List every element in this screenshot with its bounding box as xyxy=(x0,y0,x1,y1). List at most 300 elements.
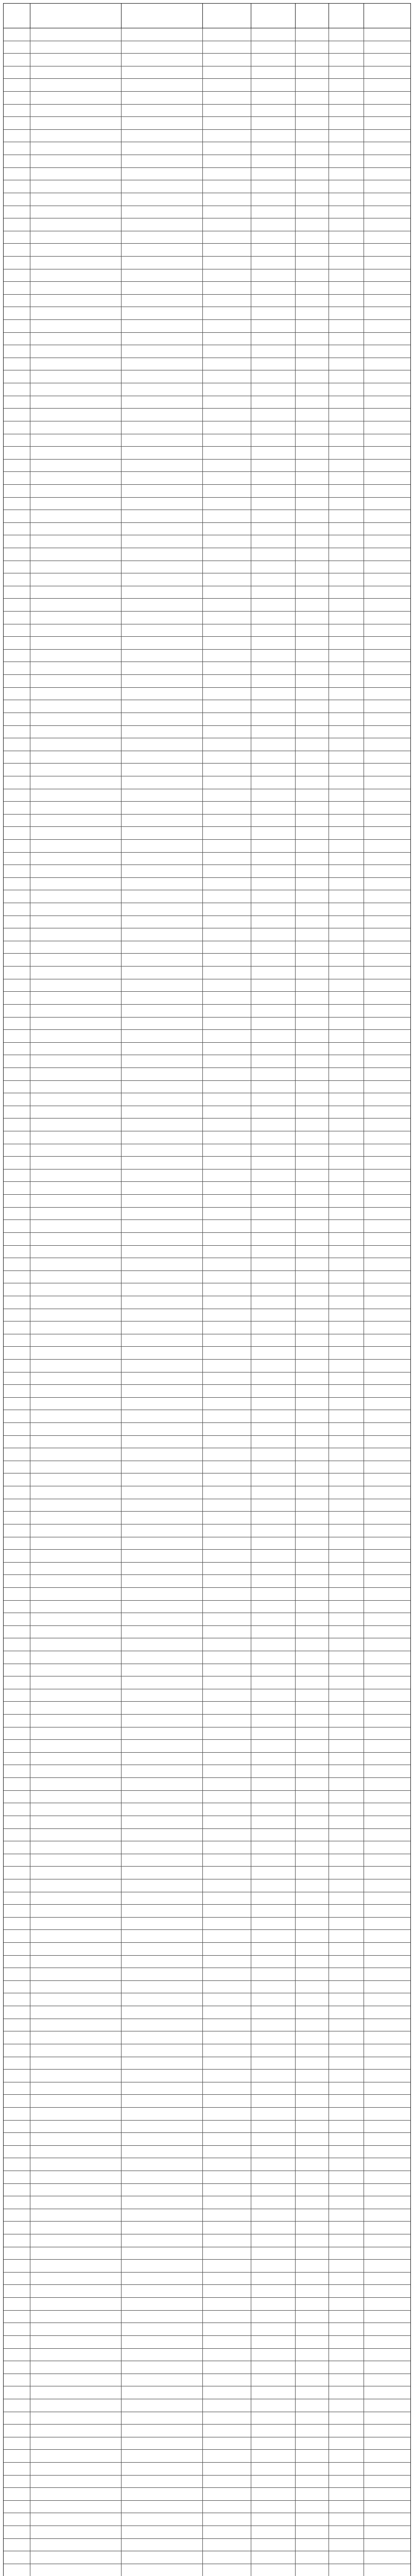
table-row xyxy=(4,2450,410,2463)
table-cell xyxy=(30,66,122,79)
table-cell xyxy=(4,180,30,193)
table-cell xyxy=(251,485,296,497)
table-cell xyxy=(4,1131,30,1144)
table-cell xyxy=(364,1905,410,1917)
table-cell xyxy=(329,1740,364,1752)
table-cell xyxy=(4,510,30,522)
table-cell xyxy=(122,573,203,586)
table-cell xyxy=(4,1461,30,1473)
table-row xyxy=(4,916,410,929)
table-cell xyxy=(251,1195,296,1207)
table-cell xyxy=(30,307,122,319)
table-cell xyxy=(122,447,203,459)
table-row xyxy=(4,485,410,498)
table-cell xyxy=(296,890,330,903)
table-cell xyxy=(296,916,330,928)
table-cell xyxy=(364,2234,410,2247)
table-cell xyxy=(329,1093,364,1106)
table-cell xyxy=(122,1918,203,1930)
table-row xyxy=(4,1372,410,1385)
table-cell xyxy=(4,460,30,472)
table-cell xyxy=(251,460,296,472)
table-cell xyxy=(251,2031,296,2044)
table-cell xyxy=(296,2070,330,2082)
table-cell xyxy=(364,358,410,370)
table-cell xyxy=(364,1131,410,1144)
table-cell xyxy=(203,2551,251,2564)
table-cell xyxy=(4,815,30,827)
table-cell xyxy=(296,1296,330,1309)
table-cell xyxy=(4,193,30,206)
table-row xyxy=(4,2260,410,2273)
table-cell xyxy=(296,726,330,738)
table-cell xyxy=(364,447,410,459)
table-cell xyxy=(30,1208,122,1220)
table-cell xyxy=(122,751,203,764)
table-cell xyxy=(30,54,122,66)
table-cell xyxy=(251,1803,296,1816)
table-cell xyxy=(251,751,296,764)
table-cell xyxy=(329,1005,364,1017)
table-cell xyxy=(296,2273,330,2285)
table-cell xyxy=(122,1423,203,1435)
table-cell xyxy=(296,1905,330,1917)
table-cell xyxy=(4,2082,30,2095)
table-cell xyxy=(4,1055,30,1067)
table-cell xyxy=(122,370,203,383)
table-cell xyxy=(329,1664,364,1676)
table-cell xyxy=(329,1283,364,1296)
table-cell xyxy=(30,460,122,472)
table-cell xyxy=(30,1879,122,1892)
table-cell xyxy=(296,776,330,789)
table-cell xyxy=(4,2386,30,2399)
table-cell xyxy=(122,713,203,725)
table-cell xyxy=(203,2095,251,2107)
table-cell xyxy=(30,2095,122,2107)
table-cell xyxy=(296,853,330,865)
table-cell xyxy=(251,650,296,662)
table-row xyxy=(4,2044,410,2057)
table-cell xyxy=(329,409,364,421)
table-cell xyxy=(251,726,296,738)
table-cell xyxy=(296,2057,330,2070)
table-cell xyxy=(364,2551,410,2564)
table-cell xyxy=(364,1854,410,1867)
table-cell xyxy=(203,1106,251,1118)
table-cell xyxy=(203,2019,251,2031)
table-cell xyxy=(296,2044,330,2057)
table-cell xyxy=(203,2374,251,2386)
table-cell xyxy=(122,612,203,624)
table-cell xyxy=(122,802,203,814)
table-row xyxy=(4,1981,410,1994)
table-cell xyxy=(122,2349,203,2361)
table-cell xyxy=(203,320,251,332)
table-cell xyxy=(364,434,410,447)
table-cell xyxy=(122,1043,203,1055)
table-cell xyxy=(30,2222,122,2234)
table-cell xyxy=(122,954,203,966)
table-cell xyxy=(122,878,203,890)
table-cell xyxy=(203,1398,251,1410)
table-cell xyxy=(4,1601,30,1613)
table-cell xyxy=(251,142,296,155)
table-cell xyxy=(296,2463,330,2475)
table-cell xyxy=(251,2564,296,2576)
table-cell xyxy=(251,2412,296,2425)
table-cell xyxy=(4,295,30,307)
table-cell xyxy=(364,1093,410,1106)
table-cell xyxy=(122,1867,203,1879)
table-cell xyxy=(203,1664,251,1676)
table-row xyxy=(4,1727,410,1740)
table-cell xyxy=(364,1765,410,1777)
table-cell xyxy=(296,1372,330,1385)
table-cell xyxy=(203,637,251,649)
table-row xyxy=(4,1715,410,1727)
table-cell xyxy=(296,2121,330,2133)
table-cell xyxy=(364,1563,410,1575)
table-cell xyxy=(251,1208,296,1220)
table-row xyxy=(4,1601,410,1614)
table-cell xyxy=(4,1423,30,1435)
table-cell xyxy=(329,1626,364,1638)
table-cell xyxy=(329,675,364,687)
table-row xyxy=(4,2070,410,2082)
table-cell xyxy=(122,2121,203,2133)
table-cell xyxy=(203,2488,251,2500)
table-cell xyxy=(296,1816,330,1828)
table-cell xyxy=(329,510,364,522)
table-cell xyxy=(329,2336,364,2348)
table-cell xyxy=(251,1651,296,1664)
table-cell xyxy=(30,1651,122,1664)
table-cell xyxy=(30,815,122,827)
table-cell xyxy=(251,1360,296,1372)
table-cell xyxy=(4,1867,30,1879)
table-cell xyxy=(122,967,203,979)
header-cell xyxy=(122,4,203,28)
table-row xyxy=(4,967,410,979)
table-cell xyxy=(203,1018,251,1030)
table-cell xyxy=(296,1841,330,1854)
table-cell xyxy=(364,1740,410,1752)
table-cell xyxy=(4,2539,30,2551)
table-cell xyxy=(364,662,410,674)
table-cell xyxy=(30,2234,122,2247)
table-cell xyxy=(4,1499,30,1512)
table-cell xyxy=(30,155,122,167)
table-cell xyxy=(30,1575,122,1587)
table-cell xyxy=(30,954,122,966)
table-cell xyxy=(122,2095,203,2107)
table-cell xyxy=(122,827,203,839)
table-cell xyxy=(4,472,30,484)
table-cell xyxy=(251,789,296,802)
table-row xyxy=(4,548,410,561)
table-cell xyxy=(122,1601,203,1613)
table-cell xyxy=(329,1841,364,1854)
table-cell xyxy=(4,967,30,979)
table-cell xyxy=(30,1892,122,1905)
table-cell xyxy=(30,523,122,535)
table-cell xyxy=(203,903,251,916)
table-cell xyxy=(329,2222,364,2234)
table-row xyxy=(4,1676,410,1689)
table-cell xyxy=(329,1436,364,1448)
table-cell xyxy=(364,650,410,662)
table-cell xyxy=(296,2031,330,2044)
table-cell xyxy=(122,180,203,193)
table-cell xyxy=(296,2437,330,2450)
table-cell xyxy=(4,586,30,599)
table-cell xyxy=(296,535,330,548)
table-row xyxy=(4,460,410,472)
table-cell xyxy=(4,1892,30,1905)
table-cell xyxy=(4,2501,30,2513)
table-cell xyxy=(251,2298,296,2310)
table-cell xyxy=(364,637,410,649)
table-cell xyxy=(296,1867,330,1879)
table-cell xyxy=(203,2121,251,2133)
table-cell xyxy=(122,1208,203,1220)
table-cell xyxy=(296,1106,330,1118)
table-cell xyxy=(122,345,203,358)
table-cell xyxy=(30,2311,122,2323)
table-cell xyxy=(203,675,251,687)
table-cell xyxy=(203,2108,251,2120)
table-cell xyxy=(296,1486,330,1499)
table-cell xyxy=(296,269,330,282)
table-cell xyxy=(364,2386,410,2399)
table-cell xyxy=(251,472,296,484)
table-cell xyxy=(122,1233,203,1245)
table-cell xyxy=(251,1765,296,1777)
table-cell xyxy=(4,764,30,776)
table-cell xyxy=(329,345,364,358)
table-cell xyxy=(329,2412,364,2425)
table-cell xyxy=(4,2450,30,2462)
table-cell xyxy=(364,1321,410,1334)
table-cell xyxy=(251,2425,296,2437)
table-cell xyxy=(251,1918,296,1930)
table-cell xyxy=(203,928,251,941)
table-cell xyxy=(122,1195,203,1207)
table-cell xyxy=(364,1233,410,1245)
table-cell xyxy=(122,2412,203,2425)
table-cell xyxy=(364,1461,410,1473)
table-cell xyxy=(251,1727,296,1740)
table-row xyxy=(4,1233,410,1246)
table-row xyxy=(4,751,410,764)
table-cell xyxy=(30,1334,122,1347)
table-cell xyxy=(203,1423,251,1435)
table-cell xyxy=(364,2171,410,2183)
table-cell xyxy=(122,1271,203,1283)
table-row xyxy=(4,1664,410,1677)
table-cell xyxy=(296,2234,330,2247)
table-cell xyxy=(30,1043,122,1055)
table-cell xyxy=(364,1118,410,1131)
table-cell xyxy=(30,295,122,307)
table-cell xyxy=(122,1093,203,1106)
table-cell xyxy=(364,2057,410,2070)
table-row xyxy=(4,2057,410,2070)
table-cell xyxy=(122,2336,203,2348)
table-cell xyxy=(251,1068,296,1080)
table-cell xyxy=(203,2082,251,2095)
table-row xyxy=(4,472,410,485)
table-cell xyxy=(296,2171,330,2183)
table-cell xyxy=(30,2108,122,2120)
table-cell xyxy=(296,827,330,839)
table-cell xyxy=(30,193,122,206)
table-row xyxy=(4,954,410,967)
table-cell xyxy=(329,2247,364,2260)
table-cell xyxy=(329,1816,364,1828)
table-cell xyxy=(122,941,203,954)
table-cell xyxy=(4,2526,30,2538)
table-cell xyxy=(251,1448,296,1461)
table-cell xyxy=(30,979,122,992)
table-cell xyxy=(251,2260,296,2272)
table-cell xyxy=(296,612,330,624)
table-cell xyxy=(364,2044,410,2057)
table-row xyxy=(4,2133,410,2146)
table-cell xyxy=(296,1613,330,1625)
table-cell xyxy=(122,2196,203,2209)
table-cell xyxy=(122,2247,203,2260)
table-cell xyxy=(4,1018,30,1030)
table-cell xyxy=(203,434,251,447)
table-row xyxy=(4,1753,410,1766)
table-cell xyxy=(203,523,251,535)
table-cell xyxy=(251,992,296,1004)
table-cell xyxy=(329,573,364,586)
table-cell xyxy=(329,1385,364,1397)
table-cell xyxy=(4,1030,30,1042)
table-cell xyxy=(203,1055,251,1067)
table-cell xyxy=(122,2539,203,2551)
table-cell xyxy=(296,1258,330,1270)
table-cell xyxy=(30,1626,122,1638)
table-row xyxy=(4,434,410,447)
table-cell xyxy=(4,1993,30,2006)
table-cell xyxy=(30,878,122,890)
table-row xyxy=(4,865,410,878)
table-cell xyxy=(364,193,410,206)
table-row xyxy=(4,54,410,66)
table-row xyxy=(4,1537,410,1550)
table-cell xyxy=(296,244,330,256)
table-cell xyxy=(296,2019,330,2031)
table-cell xyxy=(364,1588,410,1600)
table-cell xyxy=(329,320,364,332)
table-cell xyxy=(30,2526,122,2538)
table-cell xyxy=(4,878,30,890)
table-cell xyxy=(30,1321,122,1334)
table-cell xyxy=(296,751,330,764)
table-cell xyxy=(4,117,30,129)
table-cell xyxy=(364,2361,410,2374)
table-cell xyxy=(364,1943,410,1955)
table-cell xyxy=(251,1018,296,1030)
table-cell xyxy=(329,1448,364,1461)
table-cell xyxy=(122,1651,203,1664)
table-cell xyxy=(329,1296,364,1309)
table-cell xyxy=(4,28,30,41)
table-cell xyxy=(4,916,30,928)
table-cell xyxy=(251,1575,296,1587)
table-cell xyxy=(296,1055,330,1067)
table-cell xyxy=(251,370,296,383)
table-cell xyxy=(30,548,122,561)
table-cell xyxy=(30,1943,122,1955)
table-cell xyxy=(296,460,330,472)
table-cell xyxy=(364,2412,410,2425)
table-cell xyxy=(251,1233,296,1245)
table-cell xyxy=(203,992,251,1004)
table-cell xyxy=(122,409,203,421)
table-cell xyxy=(30,2184,122,2196)
table-cell xyxy=(296,485,330,497)
table-cell xyxy=(296,1765,330,1777)
table-cell xyxy=(251,206,296,218)
table-cell xyxy=(122,130,203,142)
table-cell xyxy=(251,1968,296,1980)
table-cell xyxy=(296,41,330,54)
table-cell xyxy=(329,2488,364,2500)
table-cell xyxy=(364,2450,410,2462)
table-cell xyxy=(251,523,296,535)
table-cell xyxy=(329,79,364,91)
table-cell xyxy=(203,776,251,789)
table-cell xyxy=(4,1043,30,1055)
table-cell xyxy=(251,320,296,332)
table-cell xyxy=(364,992,410,1004)
table-row xyxy=(4,1220,410,1233)
table-cell xyxy=(203,1753,251,1765)
table-row xyxy=(4,2564,410,2576)
table-cell xyxy=(329,523,364,535)
table-cell xyxy=(30,637,122,649)
table-cell xyxy=(364,421,410,434)
table-cell xyxy=(30,2247,122,2260)
table-cell xyxy=(30,2551,122,2564)
table-cell xyxy=(30,2399,122,2412)
table-cell xyxy=(30,789,122,802)
table-cell xyxy=(329,2539,364,2551)
table-row xyxy=(4,231,410,244)
table-cell xyxy=(122,1664,203,1676)
table-cell xyxy=(364,1144,410,1157)
table-cell xyxy=(329,688,364,700)
table-cell xyxy=(122,2044,203,2057)
table-cell xyxy=(4,1321,30,1334)
table-cell xyxy=(329,231,364,244)
table-row xyxy=(4,295,410,308)
table-cell xyxy=(4,612,30,624)
table-cell xyxy=(329,1118,364,1131)
table-cell xyxy=(329,1601,364,1613)
table-cell xyxy=(364,2488,410,2500)
table-cell xyxy=(296,1309,330,1321)
table-cell xyxy=(251,2158,296,2171)
table-row xyxy=(4,840,410,853)
table-cell xyxy=(296,1943,330,1955)
table-cell xyxy=(203,979,251,992)
